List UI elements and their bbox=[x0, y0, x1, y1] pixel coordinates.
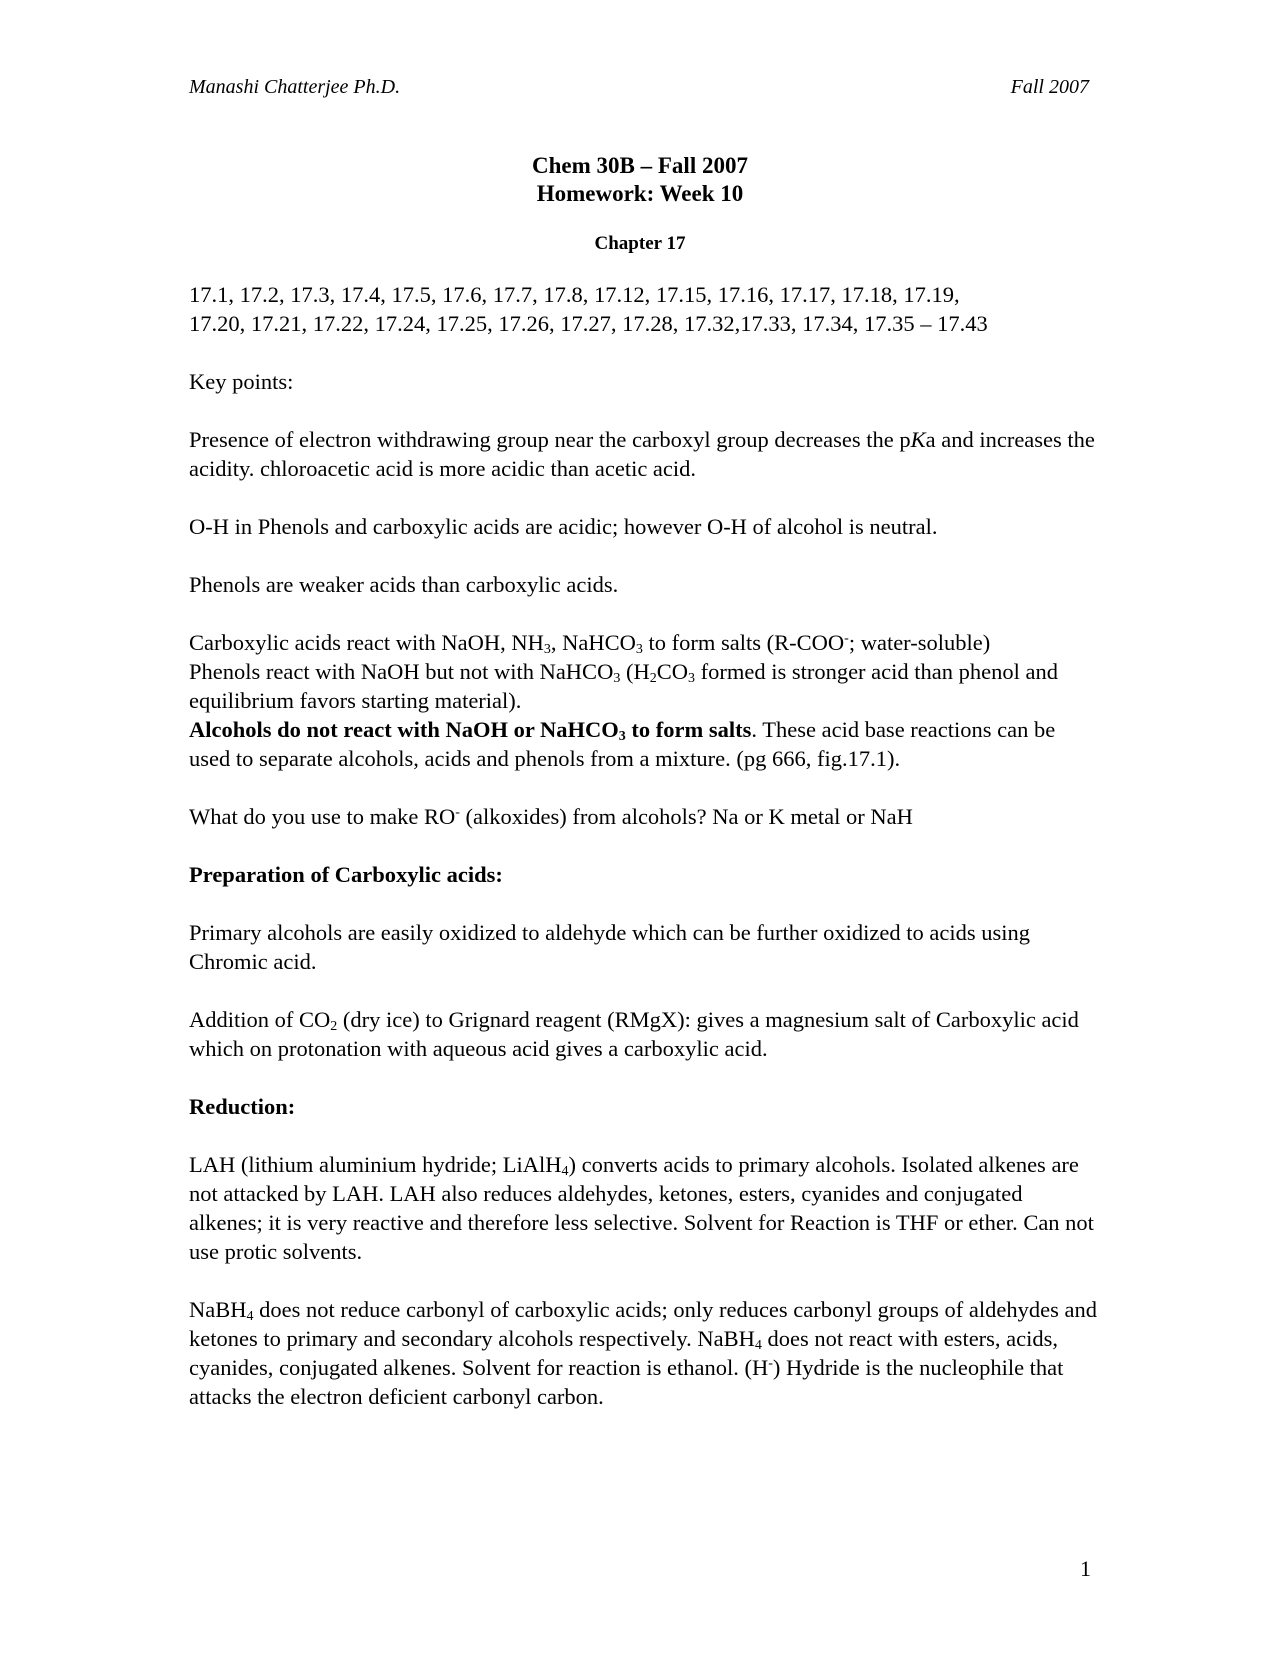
acidity-ka-italic: K bbox=[910, 427, 926, 452]
nabh4-text-3: does not react with esters, acids, cyanides, conjugated alkenes. Solvent for reaction is ethanol. (H bbox=[189, 1326, 1059, 1380]
header-term: Fall 2007 bbox=[1010, 76, 1089, 98]
lah-sub: 4 bbox=[561, 1164, 569, 1179]
alkoxide-question bbox=[189, 802, 1101, 831]
nabh4-sub-1: 4 bbox=[246, 1309, 254, 1324]
chapter-heading: Chapter 17 bbox=[594, 233, 686, 254]
preparation-heading: Preparation of Carboxylic acids: bbox=[189, 862, 503, 887]
salts-text-2: , NaHCO bbox=[550, 630, 636, 655]
document-subtitle: Homework: Week 10 bbox=[536, 181, 744, 206]
salts-text-3: to form salts (R-COO bbox=[642, 630, 845, 655]
page-number: 1 bbox=[1080, 1556, 1091, 1581]
nabh4-text-4: ) Hydride is the nucleophile that attacks the electron deficient carbonyl carbon. bbox=[189, 1355, 1064, 1409]
document-body bbox=[189, 280, 1101, 1440]
nabh4-text-2: does not reduce carbonyl of carboxylic acids; only reduces carbonyl groups of aldehydes and ketones to primary and secondary alcohols respectively. NaBH bbox=[189, 1297, 1097, 1351]
document-title: Chem 30B – Fall 2007 bbox=[532, 153, 748, 178]
alcohol-salts-line bbox=[189, 715, 1101, 773]
grignard-text-2: (dry ice) to Grignard reagent (RMgX): gives a magnesium salt of Carboxylic acid which on protonation with aqueous acid gives a carboxylic acid. bbox=[189, 1007, 1079, 1061]
phenols-weaker: Phenols are weaker acids than carboxylic acids. bbox=[189, 572, 619, 597]
oh-statement: O-H in Phenols and carboxylic acids are acidic; however O-H of alcohol is neutral. bbox=[189, 514, 938, 539]
acidity-paragraph bbox=[189, 425, 1101, 483]
lah-text-1: LAH (lithium aluminium hydride; LiAlH bbox=[189, 1152, 562, 1177]
phenol-sub-2: 2 bbox=[649, 671, 657, 686]
alcohol-rest-text: . These acid base reactions can be used to separate alcohols, acids and phenols from a mixture. (pg 666, fig.17.1). bbox=[189, 717, 1056, 771]
phenol-sub-3: 3 bbox=[687, 671, 695, 686]
nabh4-paragraph bbox=[189, 1295, 1101, 1411]
header-author: Manashi Chatterjee Ph.D. bbox=[189, 76, 401, 98]
primary-alcohols-paragraph: Primary alcohols are easily oxidized to aldehyde which can be further oxidized to acids using Chromic acid. bbox=[189, 920, 1030, 974]
key-points-label: Key points: bbox=[189, 369, 294, 394]
salts-sub-1: 3 bbox=[543, 642, 551, 657]
lah-paragraph bbox=[189, 1150, 1101, 1266]
grignard-text-1: Addition of CO bbox=[189, 1007, 331, 1032]
carboxylic-salts-line bbox=[189, 628, 1101, 657]
nabh4-sub-2: 4 bbox=[754, 1338, 762, 1353]
problem-list-line-1: 17.1, 17.2, 17.3, 17.4, 17.5, 17.6, 17.7, 17.8, 17.12, 17.15, 17.16, 17.17, 17.18, 17.19, bbox=[189, 282, 960, 307]
problem-list bbox=[189, 280, 1101, 338]
nabh4-sup-minus: - bbox=[768, 1356, 773, 1371]
nabh4-text-1: NaBH bbox=[189, 1297, 247, 1322]
salts-text-4: ; water-soluble) bbox=[848, 630, 991, 655]
grignard-paragraph bbox=[189, 1005, 1101, 1063]
phenol-text-3: CO bbox=[656, 659, 688, 684]
salts-sup-minus: - bbox=[844, 631, 849, 646]
acidity-text-1: Presence of electron withdrawing group near the carboxyl group decreases the p bbox=[189, 427, 911, 452]
phenol-text-2: (H bbox=[620, 659, 650, 684]
alcohol-bold-text-1: Alcohols do not react with NaOH or NaHCO bbox=[189, 717, 619, 742]
phenol-text-4: formed is stronger acid than phenol and equilibrium favors starting material). bbox=[189, 659, 1058, 713]
acidity-text-2: a and increases the acidity. chloroacetic acid is more acidic than acetic acid. bbox=[189, 427, 1095, 481]
salts-sub-2: 3 bbox=[635, 642, 643, 657]
reduction-heading: Reduction: bbox=[189, 1094, 296, 1119]
phenol-salts-line bbox=[189, 657, 1101, 715]
alkoxide-sup-minus: - bbox=[455, 805, 460, 820]
alcohol-bold-sub: 3 bbox=[618, 729, 626, 744]
problem-list-line-2: 17.20, 17.21, 17.22, 17.24, 17.25, 17.26, 17.27, 17.28, 17.32,17.33, 17.34, 17.35 – 17.43 bbox=[189, 311, 988, 336]
grignard-sub: 2 bbox=[330, 1019, 338, 1034]
alkoxide-text-1: What do you use to make RO bbox=[189, 804, 456, 829]
phenol-text-1: Phenols react with NaOH but not with NaHCO bbox=[189, 659, 614, 684]
salts-text-1: Carboxylic acids react with NaOH, NH bbox=[189, 630, 544, 655]
alkoxide-text-2: (alkoxides) from alcohols? Na or K metal or NaH bbox=[459, 804, 913, 829]
phenol-sub-1: 3 bbox=[613, 671, 621, 686]
lah-text-2: ) converts acids to primary alcohols. Isolated alkenes are not attacked by LAH. LAH also reduces aldehydes, ketones, esters, cyanides and conjugated alkenes; it is very reactive and therefore less selective. Solvent for Reaction is THF or ether. Can not use protic solvents. bbox=[189, 1152, 1094, 1264]
alcohol-bold-text-2: to form salts bbox=[625, 717, 752, 742]
